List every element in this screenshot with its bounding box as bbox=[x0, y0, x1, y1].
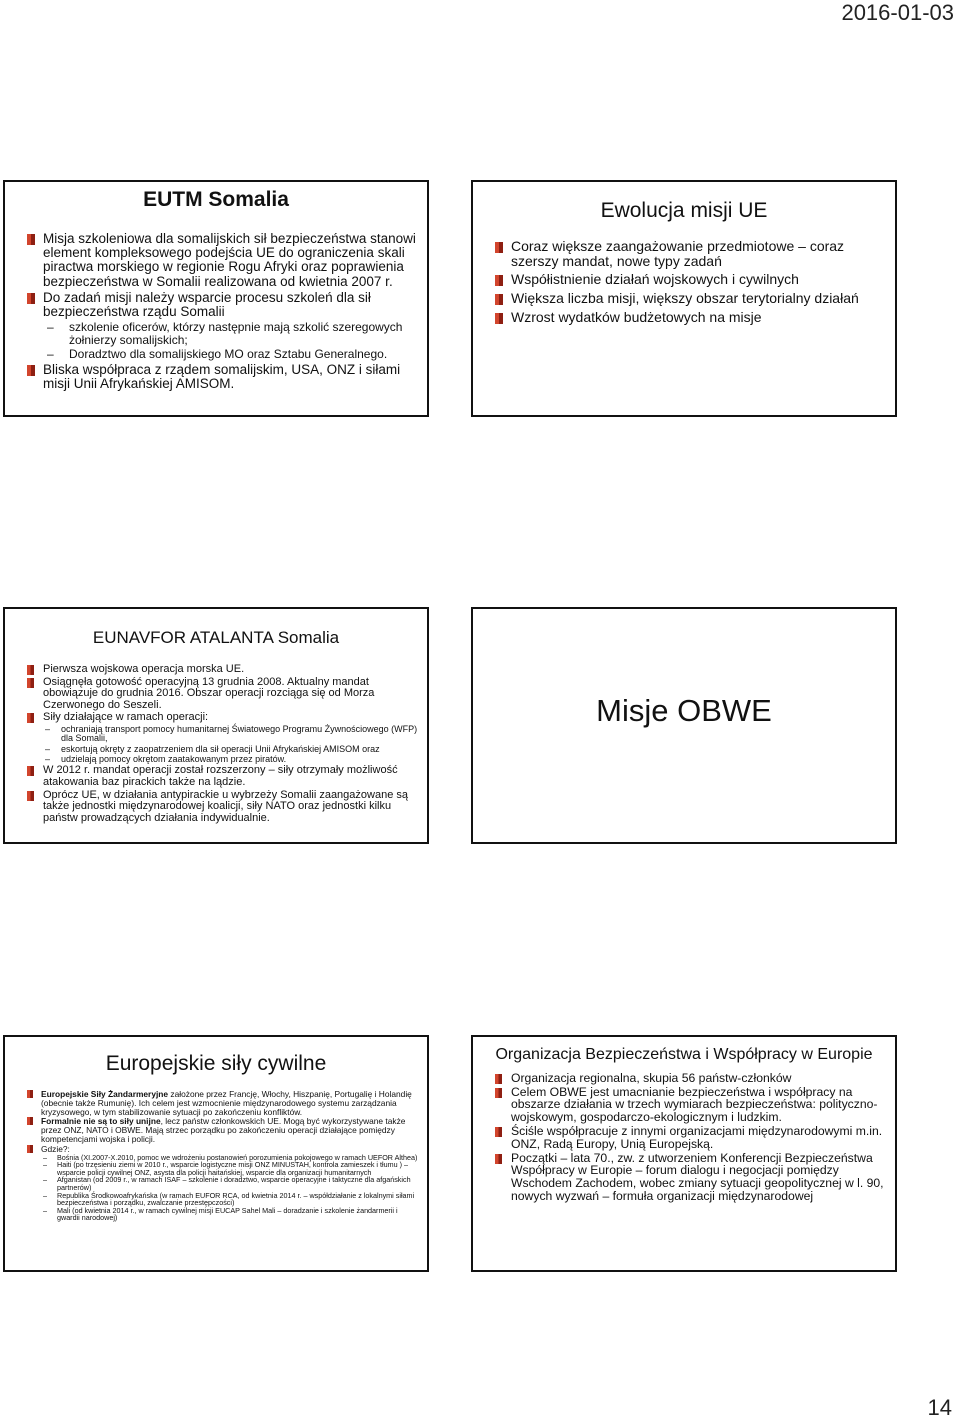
sub-list-item bbox=[45, 745, 421, 754]
list-item-text: Coraz większe zaangażowanie przedmiotowe – coraz szerszy mandat, nowe typy zadań bbox=[511, 238, 845, 269]
list-item bbox=[495, 272, 887, 287]
bullet-icon bbox=[27, 1090, 33, 1098]
sub-list-item bbox=[47, 321, 421, 346]
list-item-text: Do zadań misji należy wsparcie procesu szkoleń dla sił bezpieczeństwa rządu Somalii bbox=[43, 289, 371, 319]
list-item bbox=[27, 291, 421, 361]
bullet-icon bbox=[27, 293, 35, 304]
bullet-icon bbox=[495, 275, 503, 286]
bullet-icon bbox=[495, 313, 503, 324]
bullet-icon bbox=[27, 678, 34, 688]
bullet-icon bbox=[27, 365, 35, 376]
list-item-text: Misja szkoleniowa dla somalijskich sił bezpieczeństwa stanowi element kompleksowego podejścia UE do ograniczenia skali piractwa morskiego w regionie Rogu Afryki oraz poprawienia bezpieczeństwa w Somalii realizowana od kwietnia 2007 r. bbox=[43, 231, 416, 289]
sub-list-item-text: Bośnia (XI.2007-X.2010, pomoc we wdrożeniu postanowień porozumienia pokojowego w ramach UEFOR Althea) bbox=[57, 1152, 418, 1162]
sub-list-item-text: Mali (od kwietnia 2014 r., w ramach cywilnej misji EUCAP Sahel Mali – doradzanie i szkolenie żandarmerii i gwardii narodowej) bbox=[57, 1205, 398, 1223]
slide-obwe bbox=[471, 1035, 897, 1272]
sub-list-item-text: eskortują okręty z zaopatrzeniem dla sił operacji Unii Afrykańskiej AMISOM oraz bbox=[61, 743, 380, 754]
sub-list-item bbox=[43, 1161, 421, 1176]
list-item-text: Oprócz UE, w działania antypirackie u wybrzeży Somalii zaangażowane są także jednostki międzynarodowej koalicji, siły NATO oraz jednostki kilku państw prowadzących działania indywidualnie. bbox=[43, 788, 409, 824]
list-item-text: Siły działające w ramach operacji: bbox=[43, 711, 209, 724]
sub-list-item-text: udzielają pomocy okrętom zaatakowanym przez piratów. bbox=[61, 754, 287, 765]
list-item-bold-text: Formalnie nie są to siły unijne bbox=[41, 1116, 161, 1127]
date-stamp: 2016-01-03 bbox=[841, 0, 954, 25]
list-item-text: Pierwsza wojskowa operacja morska UE. bbox=[43, 663, 245, 675]
list-item-text: Większa liczba misji, większy obszar terytorialny działań bbox=[511, 290, 859, 307]
list-item-text: , lecz państw członkowskich UE. Mogą być wykorzystywane także przez ONZ, NATO i OBWE. Mają strzec porządku po zakończeniu operacji działające pomiędzy kompetencjami wojska i policji. bbox=[41, 1116, 406, 1145]
bullet-list bbox=[27, 664, 421, 824]
list-item bbox=[27, 677, 421, 712]
sub-list-item bbox=[43, 1192, 421, 1207]
list-item bbox=[495, 1125, 887, 1151]
bullet-list bbox=[495, 239, 887, 324]
bullet-icon bbox=[495, 242, 503, 253]
sub-list-item-text: Afganistan (od 2009 r., w ramach ISAF – szkolenie i doradztwo, wsparcie operacyjne i taktyczne dla afgańskich partnerów) bbox=[57, 1175, 411, 1192]
bullet-list bbox=[495, 1072, 887, 1203]
sub-list bbox=[47, 321, 421, 361]
list-item bbox=[27, 790, 421, 825]
list-item bbox=[495, 310, 887, 325]
dash-icon: – bbox=[45, 754, 51, 765]
list-item-text: założone przez Francję, Włochy, Hiszpanię, Portugalię i Holandię (obecnie także Rumunię). Ich celem jest wzmocnienie międzynarodowego systemu zarządzania kryzysowego, w tym stabilizowanie sytuacji po zakończeniu konfliktów. bbox=[41, 1089, 412, 1117]
slide-title: Ewolucja misji UE bbox=[600, 199, 768, 222]
list-item bbox=[495, 291, 887, 306]
bullet-icon bbox=[495, 1127, 502, 1137]
list-item bbox=[27, 664, 421, 676]
list-item bbox=[27, 1145, 421, 1222]
bullet-list bbox=[27, 1090, 421, 1222]
sub-list bbox=[43, 1154, 421, 1222]
sub-list-item bbox=[47, 348, 421, 361]
dash-icon: – bbox=[45, 743, 51, 754]
slide-eunavfor-atalanta bbox=[3, 607, 429, 844]
dash-icon: – bbox=[43, 1190, 47, 1200]
slide-eutm-somalia bbox=[3, 180, 429, 417]
page-number: 14 bbox=[927, 1395, 952, 1420]
sub-list-item bbox=[43, 1176, 421, 1191]
list-item-text: Osiągnęła gotowość operacyjną 13 grudnia 2008. Aktualny mandat obowiązuje do grudnia 2016. Obszar operacji rozciąga się od Morza Czerwonego do Seszeli. bbox=[43, 675, 375, 711]
dash-icon: – bbox=[43, 1160, 47, 1170]
list-item bbox=[27, 712, 421, 764]
dash-icon: – bbox=[43, 1175, 47, 1185]
bullet-icon bbox=[27, 791, 34, 801]
dash-icon: – bbox=[43, 1152, 47, 1162]
slide-europejskie-sily-cywilne bbox=[3, 1035, 429, 1272]
slide-title: Misje OBWE bbox=[596, 693, 772, 728]
list-item bbox=[27, 765, 421, 788]
sub-list bbox=[45, 725, 421, 765]
list-item bbox=[495, 1072, 887, 1085]
slide-title: Organizacja Bezpieczeństwa i Współpracy w Europie bbox=[495, 1046, 873, 1063]
list-item-text: Wzrost wydatków budżetowych na misje bbox=[511, 308, 762, 325]
bullet-icon bbox=[495, 1154, 502, 1164]
dash-icon: – bbox=[47, 347, 54, 362]
bullet-icon bbox=[27, 713, 34, 723]
slide-misje-obwe bbox=[471, 607, 897, 844]
bullet-icon bbox=[27, 1117, 33, 1125]
slide-title: EUNAVFOR ATALANTA Somalia bbox=[92, 628, 340, 647]
list-item-text: Ściśle współpracuje z innymi organizacjami międzynarodowymi m.in. ONZ, Radą Europy, Unią Europejską. bbox=[511, 1124, 883, 1151]
bullet-icon bbox=[27, 234, 35, 245]
dash-icon: – bbox=[47, 320, 54, 335]
bullet-list bbox=[27, 232, 421, 391]
sub-list-item-text: ochraniają transport pomocy humanitarnej Światowego Programu Żywnościowego (WFP) dla Somalii, bbox=[61, 723, 418, 744]
bullet-icon bbox=[495, 1074, 502, 1084]
slide-title: EUTM Somalia bbox=[143, 188, 289, 211]
list-item bbox=[27, 232, 421, 289]
list-item bbox=[495, 1086, 887, 1124]
list-item bbox=[495, 1152, 887, 1203]
list-item-text: Bliska współpraca z rządem somalijskim, USA, ONZ i siłami misji Unii Afrykańskiej AMISOM. bbox=[43, 361, 401, 391]
sub-list-item-text: Doradztwo dla somalijskiego MO oraz Sztabu Generalnego. bbox=[69, 347, 388, 362]
bullet-icon bbox=[495, 1088, 502, 1098]
list-item bbox=[27, 1090, 421, 1116]
bullet-icon bbox=[495, 294, 503, 305]
list-item-text: Współistnienie działań wojskowych i cywilnych bbox=[511, 271, 799, 288]
bullet-icon bbox=[27, 665, 34, 675]
list-item-text: W 2012 r. mandat operacji został rozszerzony – siły otrzymały możliwość atakowania baz pirackich także na lądzie. bbox=[43, 764, 398, 789]
list-item-bold-text: Europejskie Siły Żandarmeryjne bbox=[41, 1089, 169, 1099]
sub-list-item-text: Haiti (po trzęsieniu ziemi w 2010 r., wsparcie logistyczne misji ONZ MINUSTAH, kontrola zamieszek i tłumu ) – wsparcie policji cywilnej ONZ, asysta dla policji haitańskiej, wsparcie dla organizacji humanitarnych bbox=[57, 1160, 408, 1177]
list-item-text: Początki – lata 70., zw. z utworzeniem Konferencji Bezpieczeństwa Współpracy w Europie – forum dialogu i negocjacji pomiędzy Wschodem Zachodem, wobec zmiany sytuacji geopolitycznej w l. 90, nowych wyzwań – formuła organizacji międzynarodowej bbox=[511, 1150, 884, 1204]
list-item-text: Organizacja regionalna, skupia 56 państw-członków bbox=[511, 1070, 792, 1085]
sub-list-item bbox=[43, 1207, 421, 1222]
list-item bbox=[495, 239, 887, 268]
dash-icon: – bbox=[43, 1205, 47, 1215]
list-item bbox=[27, 363, 421, 391]
sub-list-item bbox=[45, 725, 421, 744]
dash-icon: – bbox=[45, 723, 51, 734]
sub-list-item-text: Republika Środkowoafrykańska (w ramach EUFOR RCA, od kwietnia 2014 r. – współdziałanie z lokalnymi siłami bezpieczeństwa i porządku, zwalczanie przestępczości) bbox=[57, 1190, 415, 1208]
bullet-icon bbox=[27, 1145, 33, 1153]
list-item bbox=[27, 1117, 421, 1143]
sub-list-item bbox=[45, 755, 421, 764]
list-item-text: Gdzie?: bbox=[41, 1143, 70, 1154]
slide-title: Europejskie siły cywilne bbox=[105, 1052, 327, 1075]
sub-list-item-text: szkolenie oficerów, którzy następnie mają szkolić szeregowych żołnierzy somalijskich; bbox=[69, 320, 403, 347]
slide-ewolucja-misji bbox=[471, 180, 897, 417]
bullet-icon bbox=[27, 766, 34, 776]
list-item-text: Celem OBWE jest umacnianie bezpieczeństwa i współpracy na obszarze działania w trzech wymiarach bezpieczeństwa: polityczno-wojskowym, gospodarczo-ekologicznym i ludzkim. bbox=[511, 1084, 878, 1125]
